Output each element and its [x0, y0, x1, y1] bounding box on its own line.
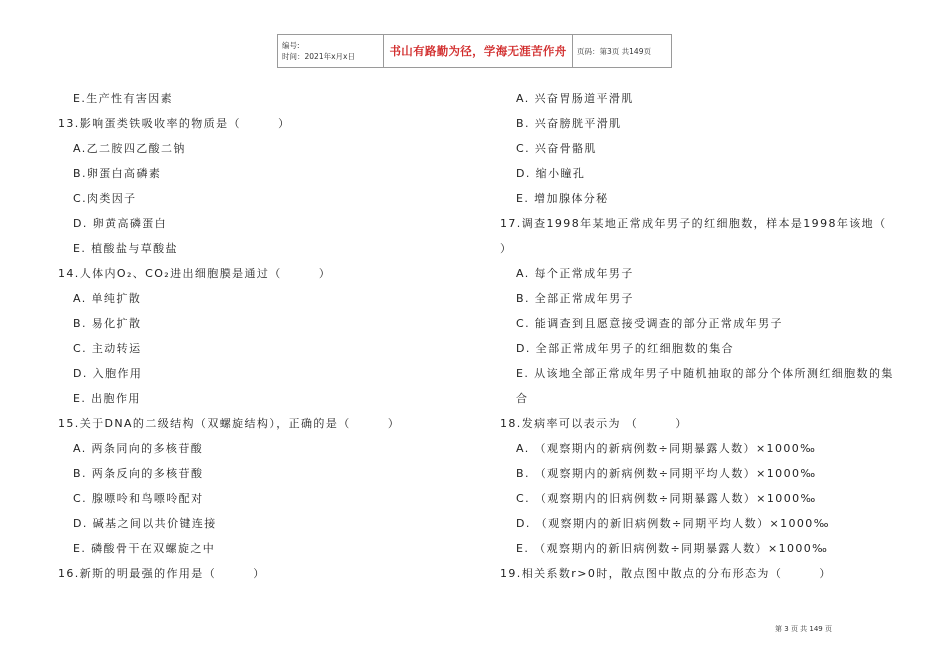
- right-column: [500, 86, 895, 586]
- answer-option: B. 易化扩散: [73, 317, 142, 330]
- question-text: 17.调查1998年某地正常成年男子的红细胞数，样本是1998年该地（: [500, 217, 887, 230]
- answer-option: A. 每个正常成年男子: [516, 267, 634, 280]
- document-time-label: 时间：2021年x月x日: [282, 52, 355, 61]
- answer-option: A. 两条同向的多核苷酸: [73, 442, 204, 455]
- question-text: 13.影响蛋类铁吸收率的物质是（ ）: [58, 117, 291, 130]
- answer-option: B. （观察期内的新病例数÷同期平均人数）×1000‰: [516, 467, 817, 480]
- answer-option: E. 磷酸骨干在双螺旋之中: [73, 542, 216, 555]
- page-header-table: [277, 34, 672, 68]
- answer-option: D. 碱基之间以共价键连接: [73, 517, 217, 530]
- document-code-label: 编号:: [282, 41, 300, 50]
- answer-option: B. 两条反向的多核苷酸: [73, 467, 204, 480]
- answer-option: C. 兴奋骨骼肌: [516, 142, 597, 155]
- answer-option: D. 卵黄高磷蛋白: [73, 217, 168, 230]
- answer-option: E. 从该地全部正常成年男子中随机抽取的部分个体所测红细胞数的集: [516, 367, 894, 380]
- answer-option: C. 能调查到且愿意接受调查的部分正常成年男子: [516, 317, 783, 330]
- answer-option: D. 入胞作用: [73, 367, 143, 380]
- question-text: 18.发病率可以表示为 （ ）: [500, 417, 688, 430]
- answer-option: 合: [516, 392, 529, 405]
- question-text: 14.人体内O₂、CO₂进出细胞膜是通过（ ）: [58, 267, 332, 280]
- answer-option: E.生产性有害因素: [73, 92, 174, 105]
- answer-option: B. 兴奋膀胱平滑肌: [516, 117, 622, 130]
- question-text: ）: [500, 242, 513, 255]
- answer-option: D. 缩小瞳孔: [516, 167, 586, 180]
- answer-option: E. 增加腺体分秘: [516, 192, 609, 205]
- answer-option: A.乙二胺四乙酸二钠: [73, 142, 186, 155]
- page-footer: 第 3 页 共 149 页: [775, 625, 832, 633]
- answer-option: C. （观察期内的旧病例数÷同期暴露人数）×1000‰: [516, 492, 817, 505]
- answer-option: E. 植酸盐与草酸盐: [73, 242, 178, 255]
- question-text: 16.新斯的明最强的作用是（ ）: [58, 567, 266, 580]
- question-text: 19.相关系数r>0时，散点图中散点的分布形态为（ ）: [500, 567, 832, 580]
- header-motto: 书山有路勤为径，学海无涯苦作舟: [384, 35, 573, 68]
- answer-option: C. 主动转运: [73, 342, 142, 355]
- question-text: 15.关于DNA的二级结构（双螺旋结构），正确的是（ ）: [58, 417, 401, 430]
- header-page-info: 页码：第3页 共149页: [573, 35, 672, 68]
- header-meta-cell: [278, 35, 384, 68]
- answer-option: A. （观察期内的新病例数÷同期暴露人数）×1000‰: [516, 442, 817, 455]
- answer-option: C. 腺嘌呤和鸟嘌呤配对: [73, 492, 204, 505]
- answer-option: B.卵蛋白高磷素: [73, 167, 162, 180]
- answer-option: E. （观察期内的新旧病例数÷同期暴露人数）×1000‰: [516, 542, 829, 555]
- answer-option: A. 兴奋胃肠道平滑肌: [516, 92, 634, 105]
- answer-option: C.肉类因子: [73, 192, 137, 205]
- answer-option: A. 单纯扩散: [73, 292, 142, 305]
- answer-option: B. 全部正常成年男子: [516, 292, 634, 305]
- answer-option: D. （观察期内的新旧病例数÷同期平均人数）×1000‰: [516, 517, 830, 530]
- answer-option: D. 全部正常成年男子的红细胞数的集合: [516, 342, 735, 355]
- answer-option: E. 出胞作用: [73, 392, 141, 405]
- left-column: [58, 86, 458, 586]
